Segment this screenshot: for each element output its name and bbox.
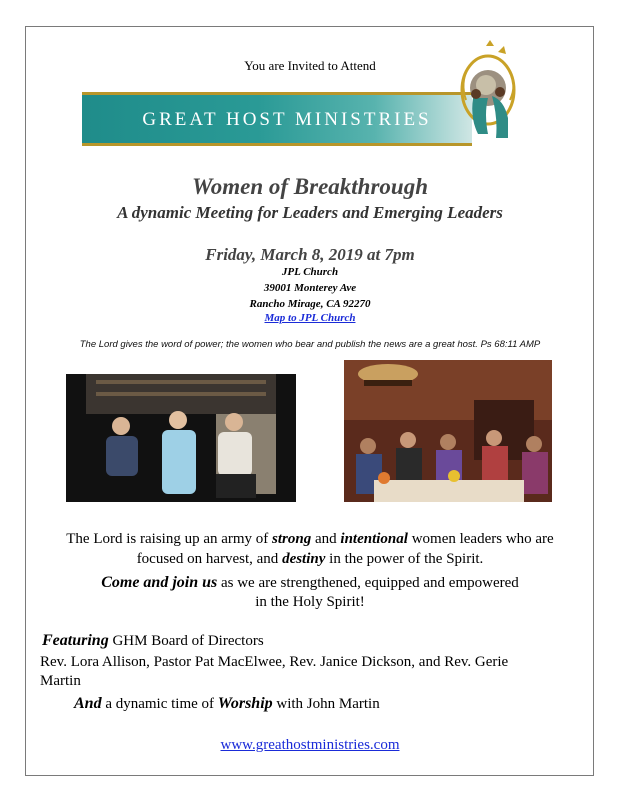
worship-line: And a dynamic time of Worship with John Martin [74, 695, 380, 712]
leaders-photo [66, 374, 296, 502]
body-line-3: Come and join us as we are strengthened, equipped and empowered [101, 574, 519, 591]
body-line-4: in the Holy Spirit! [255, 594, 365, 610]
event-title: Women of Breakthrough [191, 174, 428, 199]
banner-title: GREAT HOST MINISTRIES [142, 109, 432, 130]
speakers-line-1: Rev. Lora Allison, Pastor Pat MacElwee, Rev. Janice Dickson, and Rev. Gerie [40, 654, 509, 670]
body-line-2: focused on harvest, and destiny in the power of the Spirit. [136, 551, 484, 567]
worship-photo [344, 360, 552, 502]
invite-line: You are Invited to Attend [244, 58, 376, 73]
ministry-banner [82, 92, 472, 146]
speakers-line-2: Martin [40, 673, 81, 689]
venue-name: JPL Church [281, 266, 339, 278]
venue-street: 39001 Monterey Ave [263, 282, 357, 294]
event-subtitle: A dynamic Meeting for Leaders and Emerging Leaders [117, 203, 503, 222]
venue-city: Rancho Mirage, CA 92270 [249, 298, 371, 310]
scripture-verse: The Lord gives the word of power; the women who bear and publish the news are a great host. Ps 68:11 AMP [79, 339, 541, 350]
event-date: Friday, March 8, 2019 at 7pm [205, 245, 415, 264]
body-line-1: The Lord is raising up an army of strong and intentional women leaders who are [66, 531, 554, 547]
map-link[interactable]: Map to JPL Church [264, 312, 356, 324]
website-link[interactable]: www.greathostministries.com [220, 737, 400, 753]
ministry-logo [448, 38, 538, 146]
featuring-line: Featuring GHM Board of Directors [42, 632, 264, 649]
